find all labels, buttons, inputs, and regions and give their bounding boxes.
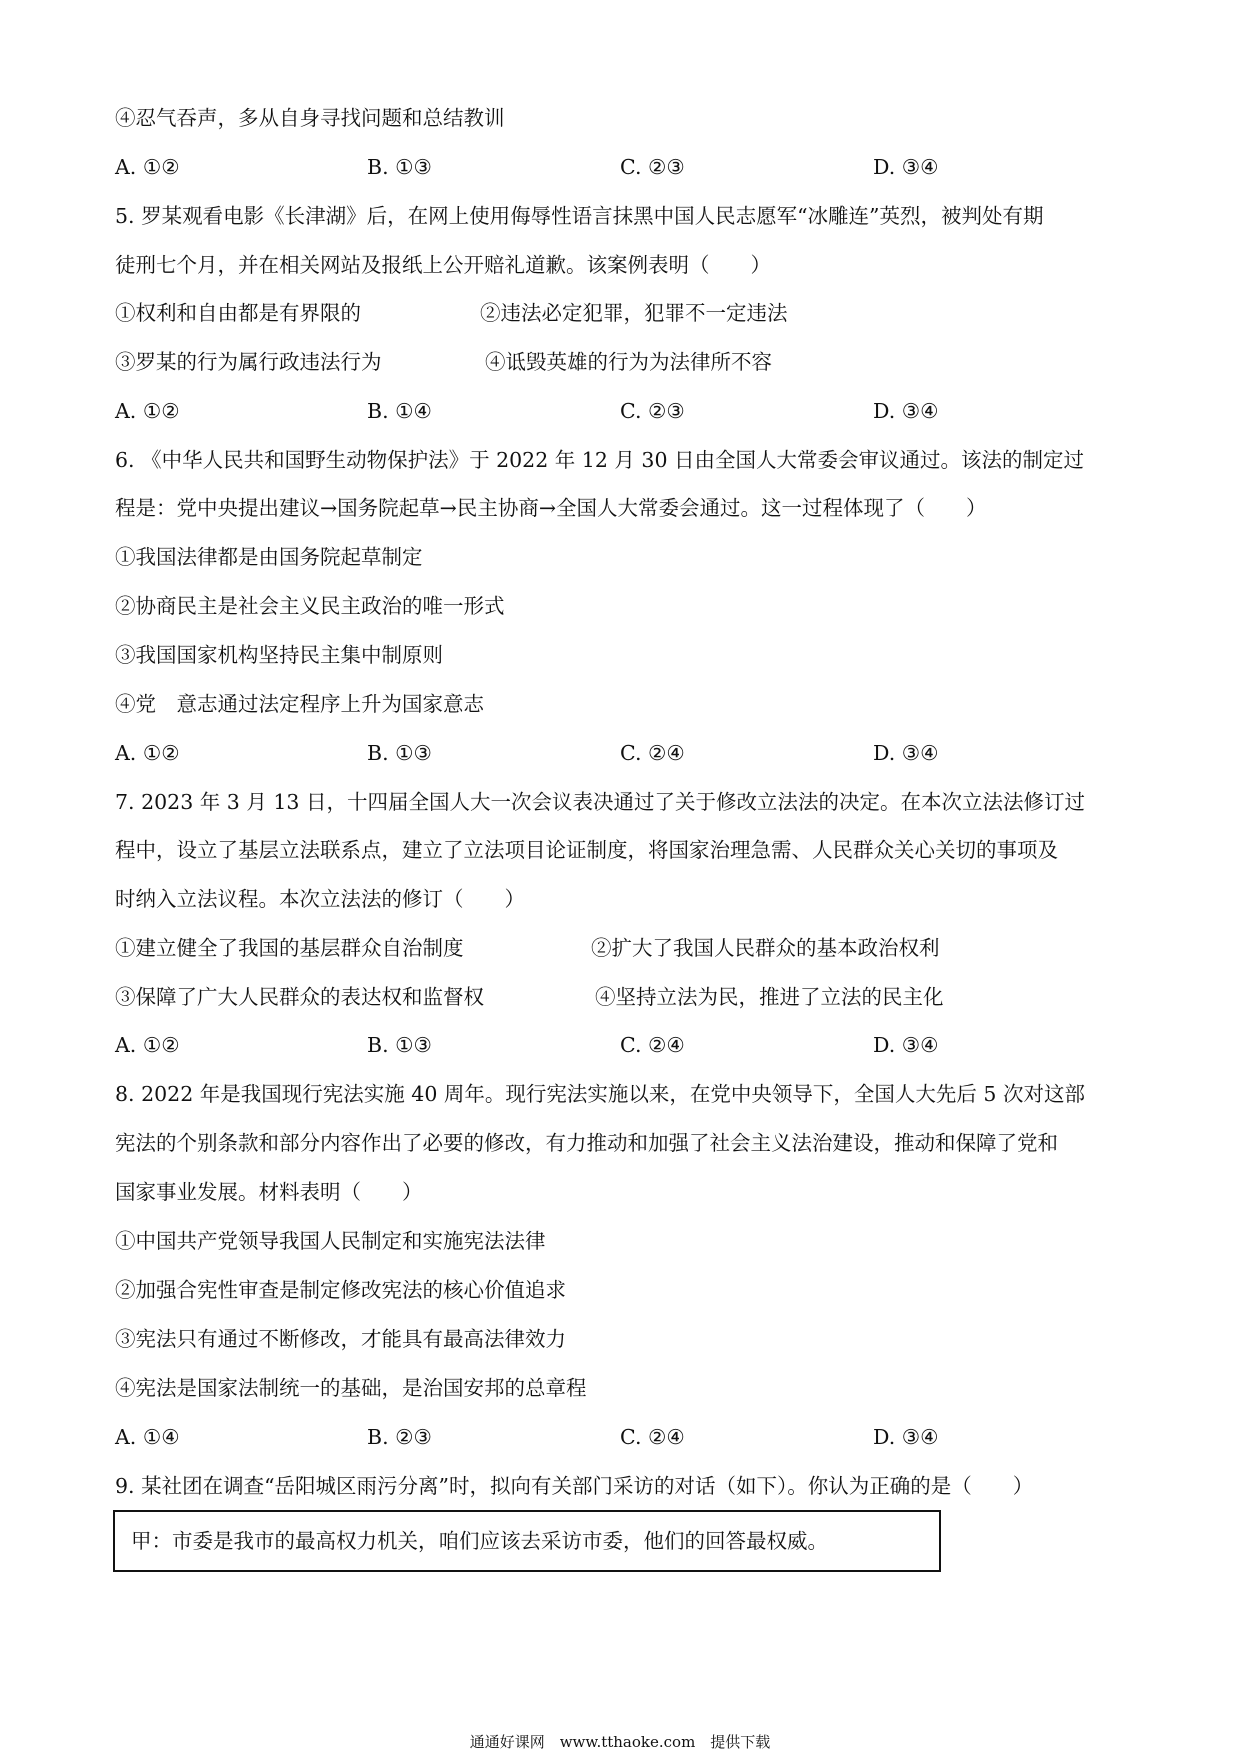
q8-answer-c[interactable]: C. ②④	[620, 1425, 685, 1449]
q7-statement-4: ④坚持立法为民，推进了立法的民主化	[595, 985, 944, 1009]
q8-answer-d[interactable]: D. ③④	[873, 1425, 939, 1449]
q7-answer-row	[115, 1031, 1125, 1059]
q7-stem-line-1: 7. 2023 年 3 月 13 日，十四届全国人大一次会议表决通过了关于修改立法法的决定。在本次立法法修订过	[115, 790, 1085, 814]
q8-statement-1: ①中国共产党领导我国人民制定和实施宪法法律	[115, 1229, 546, 1253]
q6-statement-2: ②协商民主是社会主义民主政治的唯一形式	[115, 594, 505, 618]
q5-answer-b[interactable]: B. ①④	[367, 399, 432, 423]
q5-statement-3: ③罗某的行为属行政违法行为	[115, 350, 382, 374]
q9-stem-line-1: 9. 某社团在调查“岳阳城区雨污分离”时，拟向有关部门采访的对话（如下）。你认为正确的是（ ）	[115, 1474, 1034, 1498]
page-footer: 通通好课网 www.tthaoke.com 提供下载	[469, 1733, 771, 1751]
q7-statement-row-2	[115, 983, 1125, 1011]
q6-stem-line-2: 程是：党中央提出建议→国务院起草→民主协商→全国人大常委会通过。这一过程体现了（ ）	[115, 496, 987, 520]
q6-answer-a[interactable]: A. ①②	[115, 741, 180, 765]
q5-answer-a[interactable]: A. ①②	[115, 399, 180, 423]
q8-stem-line-1: 8. 2022 年是我国现行宪法实施 40 周年。现行宪法实施以来，在党中央领导下，全国人大先后 5 次对这部	[115, 1082, 1085, 1106]
q6-answer-d[interactable]: D. ③④	[873, 741, 939, 765]
q9-dialogue-box	[113, 1510, 941, 1572]
q8-answer-b[interactable]: B. ②③	[367, 1425, 432, 1449]
q7-stem-line-2: 程中，设立了基层立法联系点，建立了立法项目论证制度，将国家治理急需、人民群众关心关切的事项及	[115, 838, 1058, 862]
q6-answer-c[interactable]: C. ②④	[620, 741, 685, 765]
q7-answer-b[interactable]: B. ①③	[367, 1033, 432, 1057]
q5-statement-row-1	[115, 299, 1125, 327]
q8-statement-2: ②加强合宪性审查是制定修改宪法的核心价值追求	[115, 1278, 566, 1302]
q8-stem-line-3: 国家事业发展。材料表明（ ）	[115, 1180, 423, 1204]
q7-statement-2: ②扩大了我国人民群众的基本政治权利	[591, 936, 940, 960]
q7-answer-d[interactable]: D. ③④	[873, 1033, 939, 1057]
q4-answer-a[interactable]: A. ①②	[115, 155, 180, 179]
q7-statement-1: ①建立健全了我国的基层群众自治制度	[115, 936, 464, 960]
q7-answer-a[interactable]: A. ①②	[115, 1033, 180, 1057]
q5-answer-c[interactable]: C. ②③	[620, 399, 685, 423]
q4-answer-b[interactable]: B. ①③	[367, 155, 432, 179]
q8-answer-row	[115, 1423, 1125, 1451]
q5-statement-2: ②违法必定犯罪，犯罪不一定违法	[480, 301, 788, 325]
q9-dialogue-text: 甲：市委是我市的最高权力机关，咱们应该去采访市委，他们的回答最权威。	[131, 1529, 828, 1553]
q8-stem-line-2: 宪法的个别条款和部分内容作出了必要的修改，有力推动和加强了社会主义法治建设，推动和保障了党和	[115, 1131, 1058, 1155]
q4-answer-row	[115, 153, 1125, 181]
q5-statement-row-2	[115, 348, 1125, 376]
q7-stem-line-3: 时纳入立法议程。本次立法法的修订（ ）	[115, 887, 525, 911]
q7-answer-c[interactable]: C. ②④	[620, 1033, 685, 1057]
q5-statement-1: ①权利和自由都是有界限的	[115, 301, 361, 325]
q6-statement-4: ④党 意志通过法定程序上升为国家意志	[115, 692, 484, 716]
q5-statement-4: ④诋毁英雄的行为为法律所不容	[485, 350, 772, 374]
q6-stem-line-1: 6. 《中华人民共和国野生动物保护法》于 2022 年 12 月 30 日由全国人大常委会审议通过。该法的制定过	[115, 448, 1085, 472]
q6-answer-row	[115, 739, 1125, 767]
q8-statement-4: ④宪法是国家法制统一的基础，是治国安邦的总章程	[115, 1376, 587, 1400]
q5-stem-line-1: 5. 罗某观看电影《长津湖》后，在网上使用侮辱性语言抹黑中国人民志愿军“冰雕连”英烈，被判处有期	[115, 204, 1044, 228]
q4-answer-c[interactable]: C. ②③	[620, 155, 685, 179]
q8-answer-a[interactable]: A. ①④	[115, 1425, 180, 1449]
q6-statement-1: ①我国法律都是由国务院起草制定	[115, 545, 423, 569]
q6-answer-b[interactable]: B. ①③	[367, 741, 432, 765]
q5-answer-row	[115, 397, 1125, 425]
q4-option-4: ④忍气吞声，多从自身寻找问题和总结教训	[115, 106, 505, 130]
q7-statement-3: ③保障了广大人民群众的表达权和监督权	[115, 985, 484, 1009]
q7-statement-row-1	[115, 934, 1125, 962]
q5-answer-d[interactable]: D. ③④	[873, 399, 939, 423]
q6-statement-3: ③我国国家机构坚持民主集中制原则	[115, 643, 443, 667]
q8-statement-3: ③宪法只有通过不断修改，才能具有最高法律效力	[115, 1327, 566, 1351]
q5-stem-line-2: 徒刑七个月，并在相关网站及报纸上公开赔礼道歉。该案例表明（ ）	[115, 253, 771, 277]
q4-answer-d[interactable]: D. ③④	[873, 155, 939, 179]
